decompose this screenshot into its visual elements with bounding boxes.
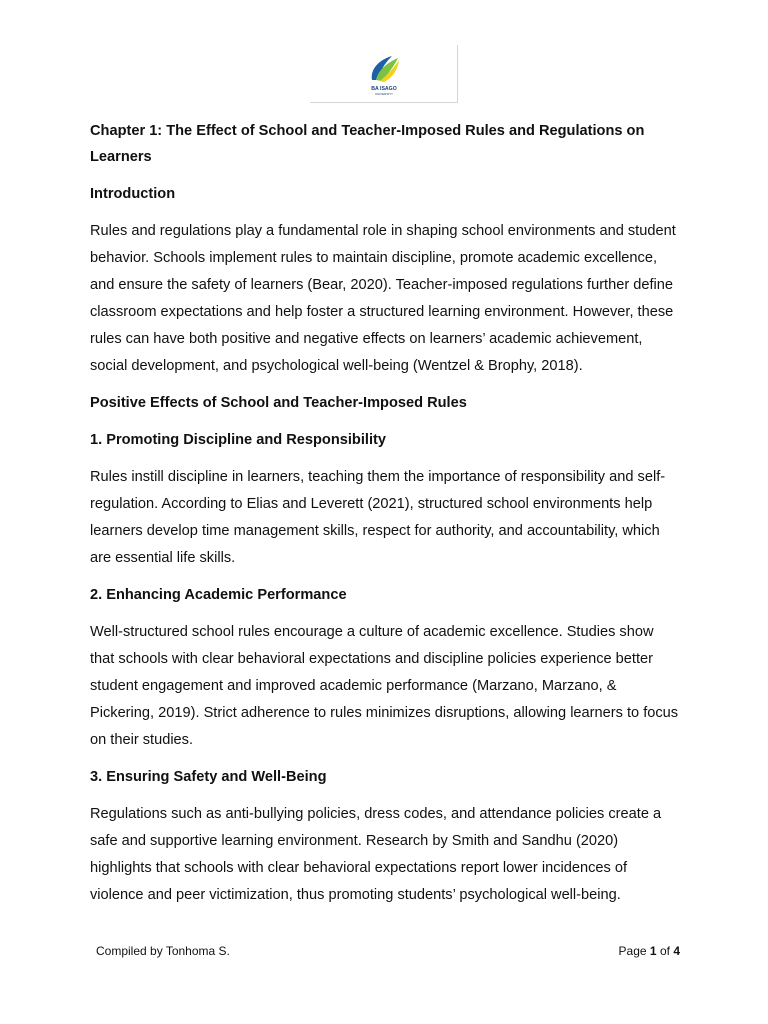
footer-page-number	[619, 943, 680, 959]
introduction-paragraph: Rules and regulations play a fundamental role in shaping school environments and student behavior. Schools implement rules to maintain discipline, promote academic excellence, and ensure the safety of learners (Bear, 2020). Teacher-imposed regulations further define classroom expectations and help foster a structured learning environment. However, these rules can have both positive and negative effects on learners’ academic achievement, social development, and psychological well-being (Wentzel & Brophy, 2018).	[90, 223, 676, 374]
positive-effects-heading: Positive Effects of School and Teacher-Imposed Rules	[90, 395, 467, 411]
footer-current-page: 1	[649, 944, 657, 958]
section-heading-discipline: 1. Promoting Discipline and Responsibility	[90, 432, 386, 448]
footer-page-word: Page	[618, 944, 647, 958]
footer-of-word: of	[659, 944, 670, 958]
footer-total-pages: 4	[673, 944, 680, 958]
section-paragraph-safety: Regulations such as anti-bullying policies, dress codes, and attendance policies create a safe and supportive learning environment. Research by Smith and Sandhu (2020) highlights that schools with clear behavioral expectations report lower incidences of violence and peer victimization, thus promoting students’ psychological well-being.	[90, 806, 662, 903]
logo-frame	[310, 45, 458, 103]
section-paragraph-academic: Well-structured school rules encourage a culture of academic excellence. Studies show that schools with clear behavioral expectations and discipline policies experience better student engagement and improved academic performance (Marzano, Marzano, & Pickering, 2019). Strict adherence to rules minimizes disruptions, allowing learners to focus on their studies.	[90, 624, 679, 748]
chapter-title: Chapter 1: The Effect of School and Teacher-Imposed Rules and Regulations on Learners	[90, 123, 645, 165]
logo-text-sub: UNIVERSITY	[374, 92, 394, 96]
introduction-heading: Introduction	[90, 186, 176, 202]
footer-compiled-by: Compiled by Tonhoma S.	[96, 944, 230, 958]
logo-text-main: BA ISAGO	[371, 86, 397, 92]
university-logo	[366, 50, 402, 98]
section-paragraph-discipline: Rules instill discipline in learners, teaching them the importance of responsibility and self-regulation. According to Elias and Leverett (2021), structured school environments help learners develop time management skills, respect for authority, and accountability, which are essential life skills.	[90, 469, 666, 566]
section-heading-safety: 3. Ensuring Safety and Well-Being	[90, 769, 327, 785]
section-heading-academic: 2. Enhancing Academic Performance	[90, 587, 347, 603]
document-body	[90, 118, 680, 919]
